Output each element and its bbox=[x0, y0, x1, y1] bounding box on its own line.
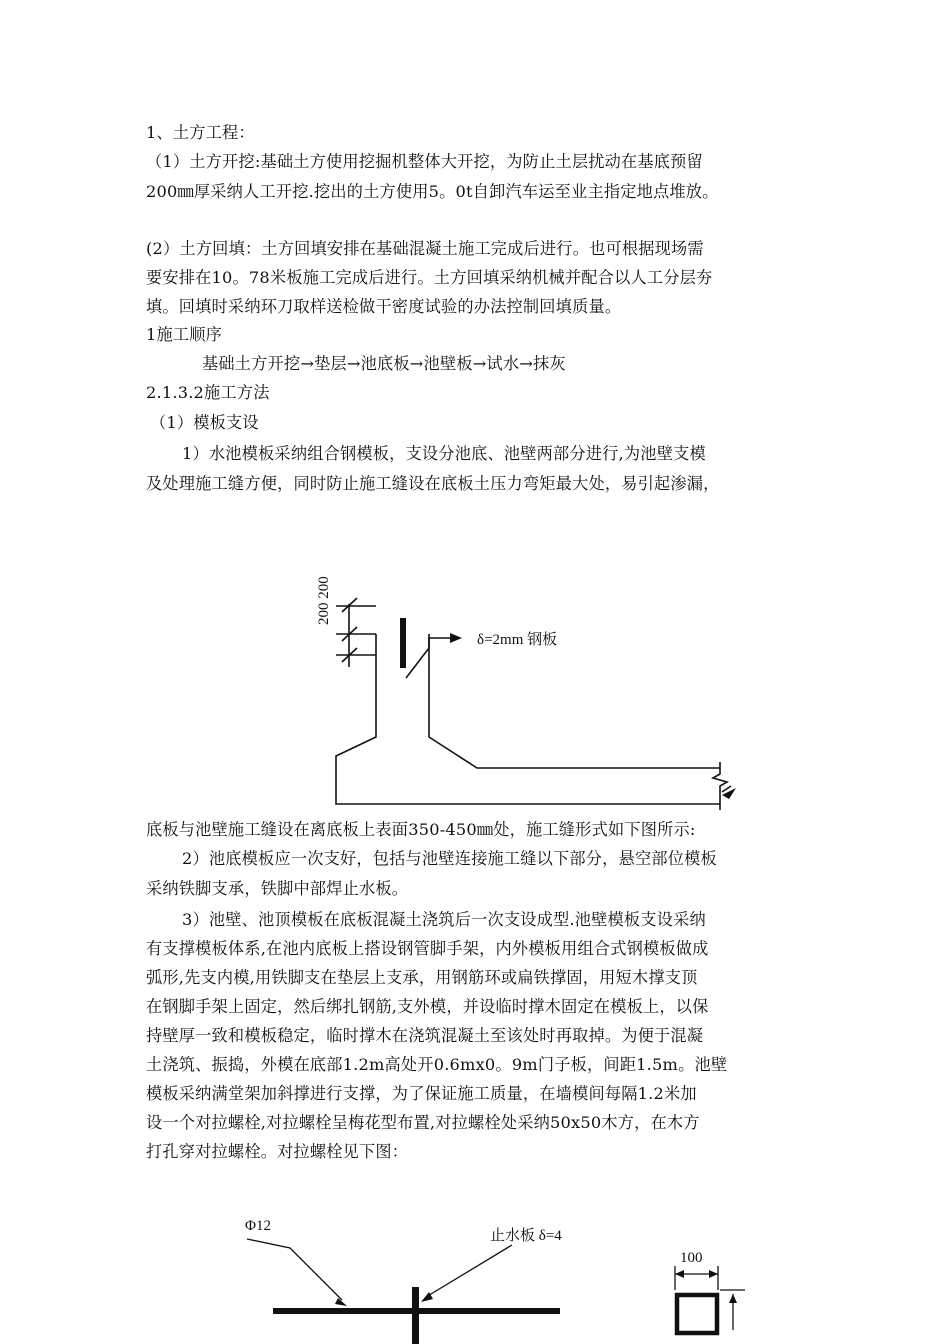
paragraph-line: 持壁厚一致和模板稳定，临时撑木在浇筑混凝土至该处时再取掉。为便于混凝 bbox=[146, 1026, 704, 1045]
paragraph-line: 有支撑模板体系,在池内底板上搭设钢管脚手架，内外模板用组合式钢模板做成 bbox=[146, 939, 709, 958]
plate-leader bbox=[426, 1245, 512, 1297]
section-heading-sequence: 1施工顺序 bbox=[146, 325, 223, 344]
paragraph-line: 打孔穿对拉螺栓。对拉螺栓见下图： bbox=[146, 1142, 409, 1161]
paragraph-line: （1）土方开挖:基础土方使用挖掘机整体大开挖，为防止土层扰动在基底预留 bbox=[146, 152, 703, 171]
box-dimension-label: 100 bbox=[680, 1250, 703, 1266]
paragraph-line: 弧形,先支内模,用铁脚支在垫层上支承，用钢筋环或扁铁撑固，用短木撑支顶 bbox=[146, 968, 698, 987]
construction-flow: 基础土方开挖→垫层→池底板→池壁板→试水→抹灰 bbox=[202, 354, 566, 373]
paragraph-line: 200㎜厚采纳人工开挖.挖出的土方使用5。0t自卸汽车运至业主指定地点堆放。 bbox=[146, 182, 719, 201]
paragraph-line: 设一个对拉螺栓,对拉螺栓呈梅花型布置,对拉螺栓处采纳50x50木方，在木方 bbox=[146, 1113, 700, 1132]
waterstop-plate bbox=[412, 1287, 419, 1344]
plate-label: 止水板 δ=4 bbox=[490, 1228, 562, 1244]
rod-leader bbox=[247, 1239, 342, 1300]
paragraph-line: 填。回填时采纳环刀取样送检做干密度试验的办法控制回填质量。 bbox=[146, 297, 622, 316]
dimension-label: 200 200 bbox=[316, 576, 332, 625]
timber-section bbox=[677, 1295, 717, 1333]
paragraph-line: (2）土方回填：土方回填安排在基础混凝土施工完成后进行。也可根据现场需 bbox=[146, 239, 704, 258]
rod-label: Φ12 bbox=[245, 1218, 271, 1234]
paragraph-line: 3）池壁、池顶模板在底板混凝土浇筑后一次支设成型.池壁模板支设采纳 bbox=[182, 910, 706, 929]
section-heading-method: 2.1.3.2施工方法 bbox=[146, 383, 270, 402]
paragraph-line: 1）水池模板采纳组合钢模板，支设分池底、池壁两部分进行,为池壁支模 bbox=[182, 444, 706, 463]
plate-label: δ=2mm 钢板 bbox=[477, 632, 558, 648]
subsection-heading-formwork: （1）模板支设 bbox=[150, 413, 259, 432]
section-heading-earthwork: 1、土方工程： bbox=[146, 123, 255, 142]
paragraph-line: 在钢脚手架上固定，然后绑扎钢筋,支外模，并设临时撑木固定在模板上，以保 bbox=[146, 997, 709, 1016]
paragraph-line: 模板采纳满堂架加斜撑进行支撑，为了保证施工质量，在墙模间每隔1.2米加 bbox=[146, 1084, 697, 1103]
paragraph-line: 采纳铁脚支承，铁脚中部焊止水板。 bbox=[146, 879, 409, 898]
paragraph-line: 2）池底模板应一次支好，包括与池壁连接施工缝以下部分，悬空部位模板 bbox=[182, 849, 717, 868]
paragraph-line: 及处理施工缝方便，同时防止施工缝设在底板土压力弯矩最大处，易引起渗漏， bbox=[146, 474, 720, 493]
paragraph-line: 要安排在10。78米板施工完成后进行。土方回填采纳机械并配合以人工分层夯 bbox=[146, 268, 713, 287]
paragraph-line: 底板与池壁施工缝设在离底板上表面350-450㎜处，施工缝形式如下图所示: bbox=[146, 820, 696, 839]
paragraph-line: 土浇筑、振捣，外模在底部1.2m高处开0.6mx0。9m门子板，间距1.5m。池壁 bbox=[146, 1055, 728, 1074]
